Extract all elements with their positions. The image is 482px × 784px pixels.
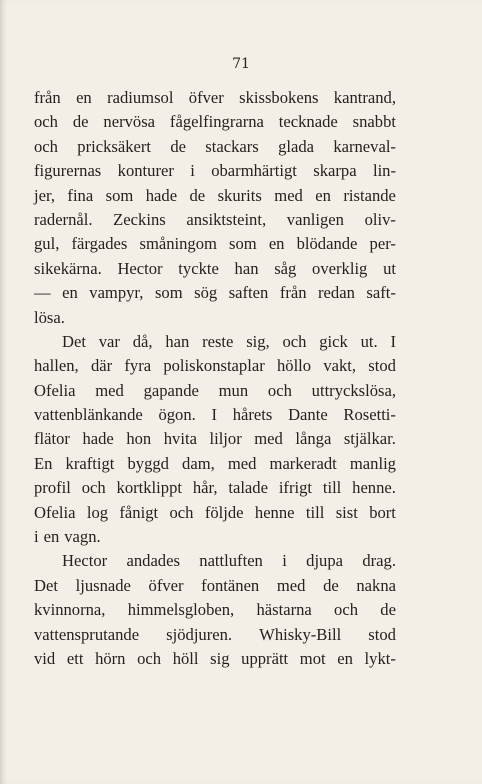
word: och: [34, 136, 58, 156]
word: fyra: [124, 356, 152, 376]
word: ansiktsteint,: [186, 209, 267, 229]
word: öfver: [148, 575, 184, 595]
word: blödande: [296, 234, 358, 254]
word: —: [34, 283, 51, 303]
text-line: [34, 159, 396, 183]
word: hår,: [192, 478, 218, 498]
word: markeradt: [269, 453, 337, 473]
word: såg: [274, 258, 297, 278]
word: med: [227, 453, 257, 473]
word: och: [169, 502, 194, 522]
word: I: [390, 331, 396, 351]
word: lykt-: [364, 648, 396, 668]
word: de: [323, 575, 339, 595]
text-line: [34, 403, 396, 427]
word: gul,: [34, 234, 60, 254]
word: kvinnorna,: [34, 600, 106, 620]
word: en: [62, 283, 78, 303]
word: pricksäkert: [77, 136, 151, 156]
text-line: [34, 184, 396, 208]
text-line: [34, 525, 396, 549]
word: höllo: [276, 356, 312, 376]
word: de: [189, 185, 206, 205]
word: fontänen: [201, 575, 260, 595]
word: tyckte: [178, 258, 219, 278]
word: långa: [295, 429, 332, 449]
text-line: [34, 452, 396, 476]
word: hörn: [95, 648, 126, 668]
word: nattluften: [199, 551, 263, 571]
word: kantrand,: [333, 88, 396, 107]
text-line: [34, 623, 396, 647]
word: som: [229, 234, 257, 254]
page-number: 71: [232, 56, 250, 72]
word: Hector: [62, 551, 108, 571]
word: Det: [34, 575, 58, 595]
word: till: [305, 502, 325, 522]
word: profil: [34, 478, 71, 498]
word: Ofelia: [34, 502, 76, 522]
word: hade: [145, 185, 178, 205]
word: Hector: [117, 258, 163, 278]
word: vattensprutande: [34, 624, 140, 644]
word: han: [165, 331, 190, 351]
body-text: [34, 86, 396, 671]
word: de: [72, 112, 89, 132]
word: gick: [319, 331, 348, 351]
word: per-: [369, 234, 396, 254]
word: liljor: [209, 429, 242, 449]
text-line: [34, 135, 396, 159]
word: en: [76, 88, 92, 107]
word: fånigt: [119, 502, 159, 522]
text-line: [34, 427, 396, 451]
text-line: [34, 306, 396, 330]
word: mot: [299, 648, 326, 668]
word: sjödjuren.: [166, 624, 233, 644]
word: färgades: [71, 234, 128, 254]
word: radiumsol: [107, 88, 174, 107]
word: fågelfingrarna: [169, 112, 264, 132]
word: poliskonstaplar: [163, 356, 265, 376]
text-line: [34, 208, 396, 232]
word: I: [211, 405, 218, 425]
word: flätor: [34, 429, 70, 449]
word: fina: [67, 185, 94, 205]
word: hvita: [163, 429, 197, 449]
word: sig: [210, 648, 230, 668]
word: och: [267, 380, 292, 400]
word: ett: [66, 648, 84, 668]
word: skissbokens: [239, 88, 319, 107]
word: snabbt: [352, 112, 396, 132]
text-line: [34, 232, 396, 256]
word: var: [98, 331, 120, 351]
word: en: [268, 234, 285, 254]
text-line: [34, 549, 396, 573]
word: radernål.: [34, 209, 93, 229]
word: öfver: [188, 88, 224, 107]
word: med: [274, 185, 303, 205]
word: vid: [34, 648, 56, 668]
word: sig,: [246, 331, 270, 351]
word: saft-: [366, 283, 396, 303]
word: djupa: [306, 551, 344, 571]
word: med: [276, 575, 306, 595]
word: henne.: [352, 478, 396, 498]
word: glada: [278, 136, 314, 156]
word: nervösa: [103, 112, 156, 132]
word: lin-: [372, 161, 396, 181]
word: nakna: [356, 575, 396, 595]
word: vampyr,: [89, 283, 144, 303]
word: och: [334, 600, 359, 620]
word: de: [380, 600, 396, 620]
word: småningom: [139, 234, 217, 254]
word: höll: [172, 648, 199, 668]
word: Whisky-Bill: [259, 624, 342, 644]
word: och: [282, 331, 307, 351]
word: stjälkar.: [343, 429, 396, 449]
word: manlig: [349, 453, 396, 473]
word: i: [282, 551, 287, 571]
word: En: [34, 453, 53, 473]
word: Zeckins: [113, 209, 166, 229]
word: och: [34, 112, 58, 132]
word: konturer: [117, 161, 174, 181]
word: som: [105, 185, 134, 205]
word: ögon.: [158, 405, 196, 425]
text-line: [34, 110, 396, 134]
text-line: [34, 598, 396, 622]
word: vakt,: [323, 356, 357, 376]
word: upprätt: [241, 648, 289, 668]
word: han: [234, 258, 259, 278]
word: saften: [228, 283, 269, 303]
word: och: [137, 648, 162, 668]
word: i: [34, 527, 39, 547]
word: Det: [62, 331, 86, 351]
word: från: [34, 88, 61, 107]
word: då,: [132, 331, 153, 351]
word: där: [90, 356, 113, 376]
text-line: [34, 574, 396, 598]
word: sikekärna.: [34, 258, 102, 278]
text-line: [34, 281, 396, 305]
word: oliv-: [364, 209, 396, 229]
word: gapande: [143, 380, 199, 400]
word: ut: [383, 258, 396, 278]
word: drag.: [362, 551, 396, 571]
word: jer,: [34, 185, 55, 205]
word: hallen,: [34, 356, 79, 376]
word: obarmhärtigt: [211, 161, 297, 181]
word: figurernas: [34, 161, 102, 181]
word: hon: [126, 429, 152, 449]
word: vagn.: [64, 527, 101, 547]
word: talade: [228, 478, 268, 498]
word: till: [322, 478, 342, 498]
word: från: [279, 283, 307, 303]
text-line: [34, 501, 396, 525]
word: redan: [318, 283, 355, 303]
word: ljusnade: [75, 575, 131, 595]
word: Rosetti-: [343, 405, 396, 425]
word: skarpa: [313, 161, 357, 181]
word: med: [254, 429, 283, 449]
word: uttryckslösa,: [311, 380, 396, 400]
word: stod: [368, 356, 396, 376]
word: kortklippt: [116, 478, 182, 498]
word: en: [315, 185, 331, 205]
word: overklig: [312, 258, 368, 278]
word: ristande: [343, 185, 396, 205]
word: med: [95, 380, 124, 400]
word: ut.: [360, 331, 378, 351]
word: vattenblänkande: [34, 405, 143, 425]
word: i: [190, 161, 195, 181]
word: bort: [369, 502, 396, 522]
word: skurits: [217, 185, 262, 205]
word: följde: [204, 502, 244, 522]
word: en: [337, 648, 353, 668]
word: stod: [368, 624, 396, 644]
word: de: [170, 136, 186, 156]
text-line: [34, 476, 396, 500]
word: en: [43, 527, 60, 547]
word: hade: [82, 429, 114, 449]
word: och: [81, 478, 106, 498]
word: tecknade: [278, 112, 338, 132]
word: vanligen: [286, 209, 344, 229]
word: log: [86, 502, 109, 522]
word: mun: [218, 380, 249, 400]
word: sög: [194, 283, 218, 303]
word: stackars: [205, 136, 259, 156]
word: byggd: [127, 453, 169, 473]
word: reste: [202, 331, 234, 351]
text-line: [34, 379, 396, 403]
word: som: [154, 283, 183, 303]
word: dam,: [182, 453, 215, 473]
word: andades: [126, 551, 180, 571]
word: kraftigt: [65, 453, 115, 473]
word: hästarna: [256, 600, 312, 620]
word: lösa.: [34, 307, 65, 327]
text-line: [34, 354, 396, 378]
text-line: [34, 86, 396, 110]
word: ifrigt: [278, 478, 312, 498]
word: hårets: [232, 405, 273, 425]
word: sist: [335, 502, 358, 522]
word: henne: [254, 502, 295, 522]
word: himmelsgloben,: [127, 600, 235, 620]
text-line: [34, 647, 396, 671]
word: Dante: [288, 405, 328, 425]
word: Ofelia: [34, 380, 76, 400]
word: karneval-: [333, 136, 396, 156]
text-line: [34, 330, 396, 354]
text-line: [34, 257, 396, 281]
